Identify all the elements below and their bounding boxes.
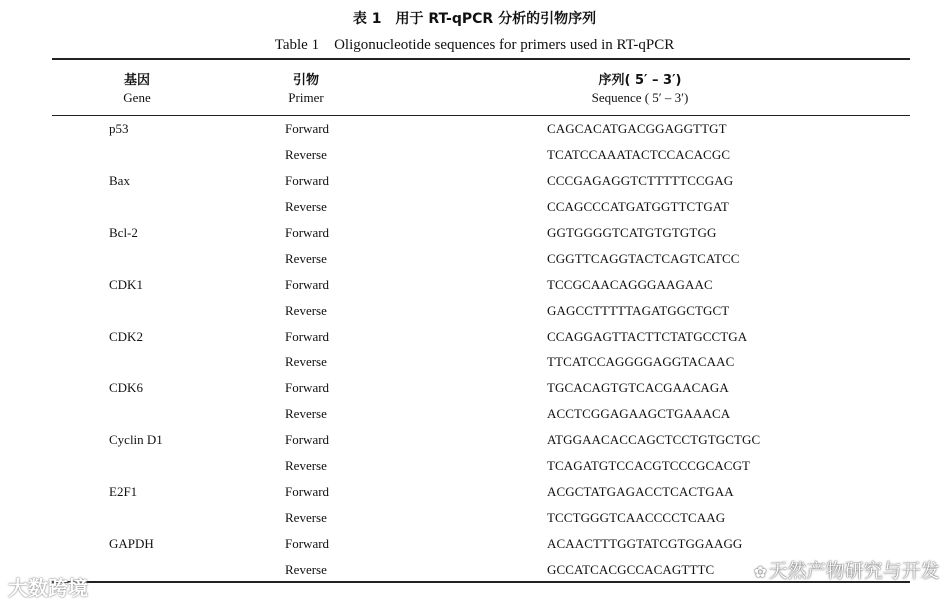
table-row [0, 536, 949, 556]
watermark-left [8, 576, 88, 600]
header-rule [52, 115, 910, 116]
sequence-cell: ACGCTATGAGACCTCACTGAA [547, 484, 734, 500]
sequence-cell: TCCGCAACAGGGAAGAAC [547, 276, 713, 292]
primer-cell: Forward [285, 380, 330, 396]
table-title-english: Table 1 Oligonucleotide sequences for primers used in RT-qPCR [274, 37, 675, 53]
primer-cell: Reverse [285, 354, 327, 370]
primer-cell: Reverse [285, 146, 327, 162]
gene-cell: Bax [109, 172, 130, 188]
header-primer-en: Primer [288, 90, 324, 105]
gene-cell: E2F1 [109, 484, 138, 500]
header-seq-cn: 序列( 5′ – 3′) [598, 73, 682, 88]
sequence-cell: CAGCACATGACGGAGGTTGT [547, 121, 727, 136]
gene-cell: Cyclin D1 [109, 432, 163, 448]
primer-cell: Forward [285, 172, 330, 188]
watermark-right-text: 天然产物研究与开发 [768, 560, 940, 582]
watermark-left-text: 大数跨境 [8, 576, 88, 600]
primer-cell: Forward [285, 536, 330, 552]
gene-cell: CDK6 [109, 380, 143, 396]
primer-cell: Reverse [285, 510, 327, 526]
table-title-chinese: 表 1 用于 RT-qPCR 分析的引物序列 [352, 11, 597, 27]
sequence-cell: TCCTGGGTCAACCCCTCAAG [547, 510, 726, 526]
sequence-cell: TTCATCCAGGGGAGGTACAAC [547, 354, 735, 370]
wechat-icon: ✿ [754, 563, 767, 581]
primer-cell: Reverse [285, 458, 327, 474]
gene-cell: CDK1 [109, 276, 143, 292]
table-row [0, 225, 949, 245]
header-primer-cn: 引物 [292, 73, 319, 88]
primer-cell: Forward [285, 121, 330, 136]
primer-cell: Forward [285, 224, 330, 240]
primer-cell: Reverse [285, 198, 327, 214]
table-row [0, 329, 949, 349]
sequence-cell: CCAGGAGTTACTTCTATGCCTGA [547, 328, 748, 344]
table-row [0, 406, 949, 426]
header-gene-cn: 基因 [123, 73, 150, 88]
table-row [0, 380, 949, 400]
sequence-cell: TGCACAGTGTCACGAACAGA [547, 380, 729, 396]
primer-cell: Forward [285, 432, 330, 448]
table-row [0, 432, 949, 452]
gene-cell: GAPDH [109, 536, 154, 552]
table-row [0, 458, 949, 478]
table-row [0, 251, 949, 271]
table-row [0, 121, 949, 141]
sequence-cell: ATGGAACACCAGCTCCTGTGCTGC [547, 432, 761, 448]
sequence-cell: TCATCCAAATACTCCACACGC [547, 146, 731, 162]
table-row [0, 303, 949, 323]
sequence-cell: ACAACTTTGGTATCGTGGAAGG [547, 536, 743, 552]
table-row [0, 354, 949, 374]
table-row [0, 199, 949, 219]
column-header-primer [276, 72, 336, 106]
sequence-cell: TCAGATGTCCACGTCCCGCACGT [547, 458, 751, 474]
table-row [0, 510, 949, 530]
column-header-gene [107, 72, 167, 106]
gene-cell: p53 [109, 121, 129, 136]
gene-cell: CDK2 [109, 328, 143, 344]
primer-cell: Reverse [285, 561, 327, 577]
sequence-cell: CCAGCCCATGATGGTTCTGAT [547, 198, 729, 214]
sequence-cell: CGGTTCAGGTACTCAGTCATCC [547, 250, 740, 266]
sequence-cell: GAGCCTTTTTAGATGGCTGCT [547, 302, 730, 318]
primer-cell: Forward [285, 484, 330, 500]
primer-cell: Forward [285, 276, 330, 292]
table-row [0, 147, 949, 167]
table-row [0, 173, 949, 193]
sequence-cell: GGTGGGGTCATGTGTGTGG [547, 224, 717, 240]
sequence-cell: ACCTCGGAGAAGCTGAAACA [547, 406, 731, 422]
primer-cell: Forward [285, 328, 330, 344]
header-gene-en: Gene [123, 90, 151, 105]
top-rule [52, 58, 910, 60]
header-seq-en: Sequence ( 5′ – 3′) [591, 90, 689, 105]
sequence-cell: GCCATCACGCCACAGTTTC [547, 561, 715, 577]
watermark-right [754, 560, 940, 583]
primer-cell: Reverse [285, 250, 327, 266]
column-header-sequence [560, 72, 720, 106]
primer-cell: Reverse [285, 406, 327, 422]
sequence-cell: CCCGAGAGGTCTTTTTCCGAG [547, 172, 734, 188]
table-row [0, 277, 949, 297]
gene-cell: Bcl-2 [109, 224, 138, 240]
table-row [0, 484, 949, 504]
primer-cell: Reverse [285, 302, 327, 318]
